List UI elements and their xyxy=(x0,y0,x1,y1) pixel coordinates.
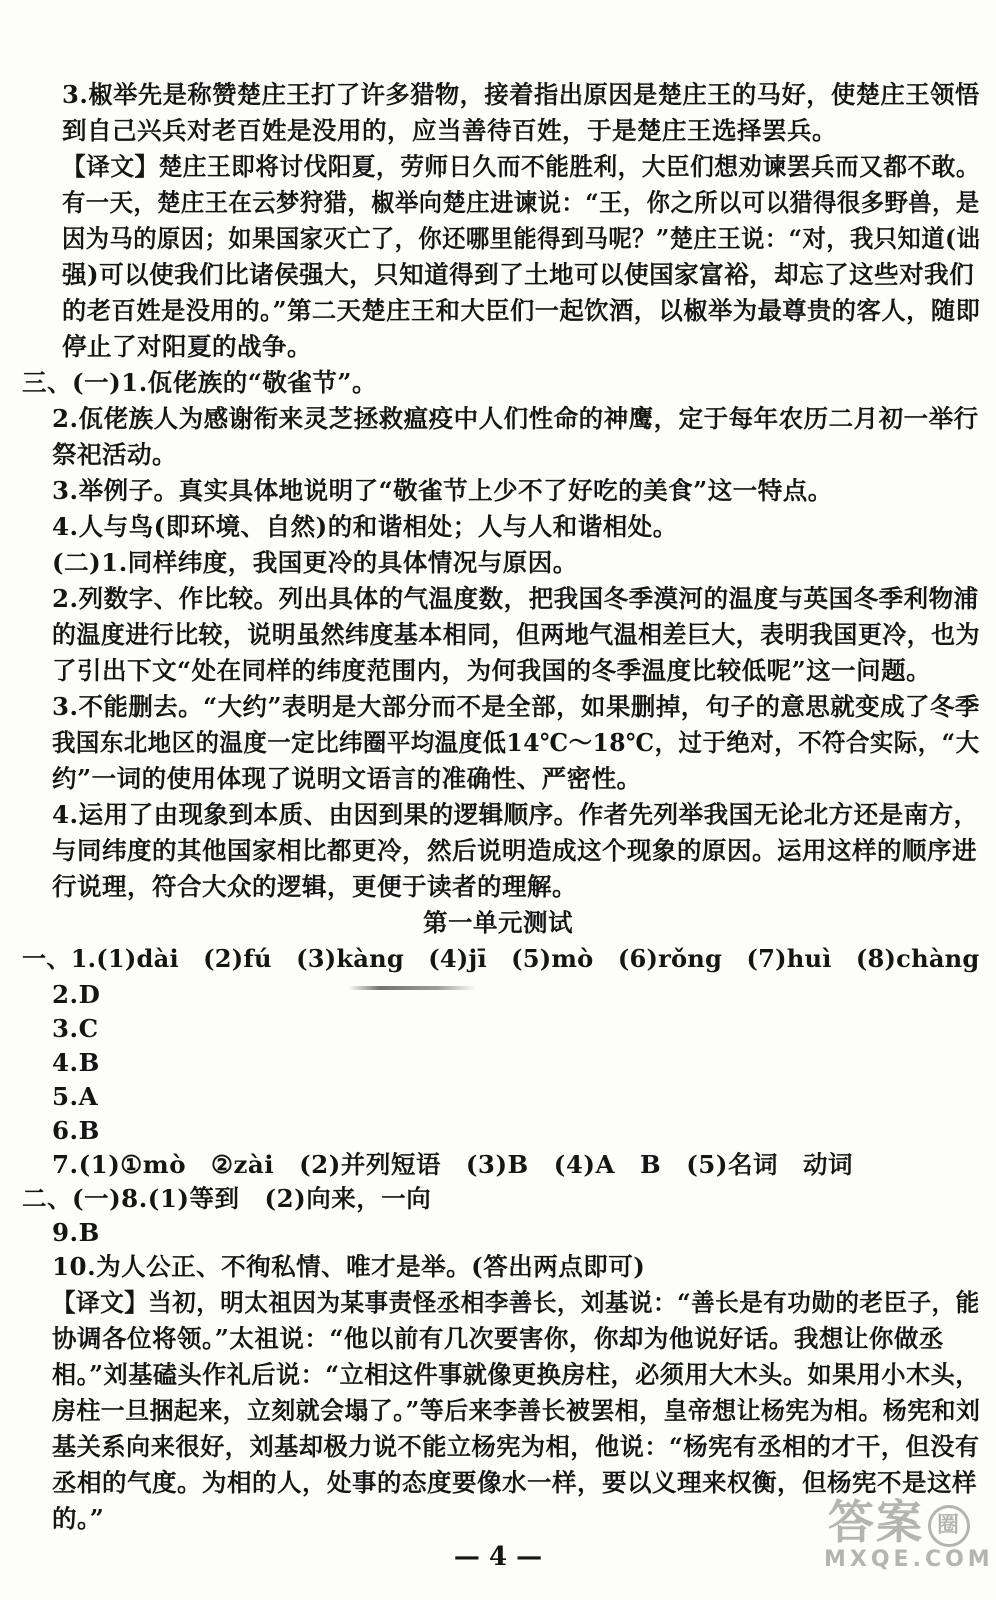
text-line: 协调各位将领。”太祖说：“他以前有几次要害你，你却为他说好话。我想让你做丞 xyxy=(52,1324,944,1353)
watermark-badge: 圈 xyxy=(928,1505,970,1547)
page-number: — 4 — xyxy=(453,1542,543,1572)
text-line: 的。” xyxy=(52,1504,105,1533)
text-line: 有一天，楚庄王在云梦狩猎，椒举向楚庄进谏说：“王，你之所以可以猎得很多野兽，是 xyxy=(62,188,980,217)
text-line: 4.运用了由现象到本质、由因到果的逻辑顺序。作者先列举我国无论北方还是南方， xyxy=(52,800,979,829)
text-line: 3.举例子。真实具体地说明了“敬雀节上少不了好吃的美食”这一特点。 xyxy=(52,476,833,505)
section-title: 第一单元测试 xyxy=(423,908,573,937)
answer-line: 7.(1)①mò ②zài (2)并列短语 (3)B (4)A B (5)名词 动词 xyxy=(52,1150,853,1179)
text-line: 与同纬度的其他国家相比都更冷，然后说明造成这个现象的原因。运用这样的顺序进 xyxy=(52,836,977,865)
text-line: 因为马的原因；如果国家灭亡了，你还哪里能得到马呢？”楚庄王说：“对，我只知道(诎 xyxy=(62,224,981,253)
text-line: (二)1.同样纬度，我国更冷的具体情况与原因。 xyxy=(52,548,578,577)
text-line: 10.为人公正、不徇私情、唯才是举。(答出两点即可) xyxy=(52,1252,646,1281)
text-line: 基关系向来很好，刘基却极力说不能立杨宪为相，他说：“杨宪有丞相的才干，但没有 xyxy=(52,1432,980,1461)
watermark-logo xyxy=(824,1495,994,1572)
answer-line: 9.B xyxy=(52,1218,100,1247)
text-line: 强)可以使我们比诸侯强大，只知道得到了土地可以使国家富裕，却忘了这些对我们 xyxy=(62,260,975,289)
text-line: 的温度进行比较，说明虽然纬度基本相同，但两地气温相差巨大，表明我国更冷，也为 xyxy=(52,620,980,649)
answer-line: 2.D xyxy=(52,980,101,1009)
answer-line: 6.B xyxy=(52,1116,100,1145)
text-line: 停止了对阳夏的战争。 xyxy=(62,332,312,361)
text-line: 丞相的气度。为相的人，处事的态度要像水一样，要以义理来权衡，但杨宪不是这样 xyxy=(52,1468,977,1497)
text-line: 约”一词的使用体现了说明文语言的准确性、严密性。 xyxy=(52,764,642,793)
text-line: 2.佤佬族人为感谢衔来灵芝拯救瘟疫中人们性命的神鹰，定于每年农历二月初一举行 xyxy=(52,404,979,433)
text-line: 房柱一旦捆起来，立刻就会塌了。”等后来李善长被罢相，皇帝想让杨宪为相。杨宪和刘 xyxy=(52,1396,981,1425)
text-line: 3.不能删去。“大约”表明是大部分而不是全部，如果删掉，句子的意思就变成了冬季 xyxy=(52,692,980,721)
watermark-url: MXQE.COM xyxy=(824,1547,994,1572)
answer-line: 3.C xyxy=(52,1014,99,1043)
text-line: 的老百姓是没用的。”第二天楚庄王和大臣们一起饮酒，以椒举为最尊贵的客人，随即 xyxy=(62,296,981,325)
answer-line: 5.A xyxy=(52,1082,99,1111)
text-line: 4.人与鸟(即环境、自然)的和谐相处；人与人和谐相处。 xyxy=(52,512,678,541)
text-line: 祭祀活动。 xyxy=(52,440,177,469)
text-line: 我国东北地区的温度一定比纬圈平均温度低14℃～18℃，过于绝对，不符合实际，“大 xyxy=(52,728,980,757)
text-line: 一、1.(1)dài (2)fú (3)kàng (4)jī (5)mò (6)rǒng (7)huì (8)chàng xyxy=(22,944,980,973)
text-line: 3.椒举先是称赞楚庄王打了许多猎物，接着指出原因是楚庄王的马好，使楚庄王领悟 xyxy=(62,80,980,109)
text-line: 2.列数字、作比较。列出具体的气温度数，把我国冬季漠河的温度与英国冬季利物浦 xyxy=(52,584,979,613)
text-line: 行说理，符合大众的逻辑，更便于读者的理解。 xyxy=(52,872,577,901)
text-line: 【译文】楚庄王即将讨伐阳夏，劳师日久而不能胜利，大臣们想劝谏罢兵而又都不敢。 xyxy=(62,152,980,181)
watermark-title: 答案 圈 xyxy=(824,1496,974,1548)
section-heading: 三、(一)1.佤佬族的“敬雀节”。 xyxy=(22,368,377,397)
answer-line: 4.B xyxy=(52,1048,100,1077)
section-heading: 二、(一)8.(1)等到 (2)向来，一向 xyxy=(22,1184,432,1213)
text-line: 【译文】当初，明太祖因为某事责怪丞相李善长，刘基说：“善长是有功勋的老臣子，能 xyxy=(52,1288,980,1317)
text-line: 相。”刘基磕头作礼后说：“立相这件事就像更换房柱，必须用大木头。如果用小木头， xyxy=(52,1360,980,1389)
text-line: 到自己兴兵对老百姓是没用的，应当善待百姓，于是楚庄王选择罢兵。 xyxy=(62,116,837,145)
text-line: 了引出下文“处在同样的纬度范围内，为何我国的冬季温度比较低呢”这一问题。 xyxy=(52,656,932,685)
ink-smudge xyxy=(348,986,476,990)
